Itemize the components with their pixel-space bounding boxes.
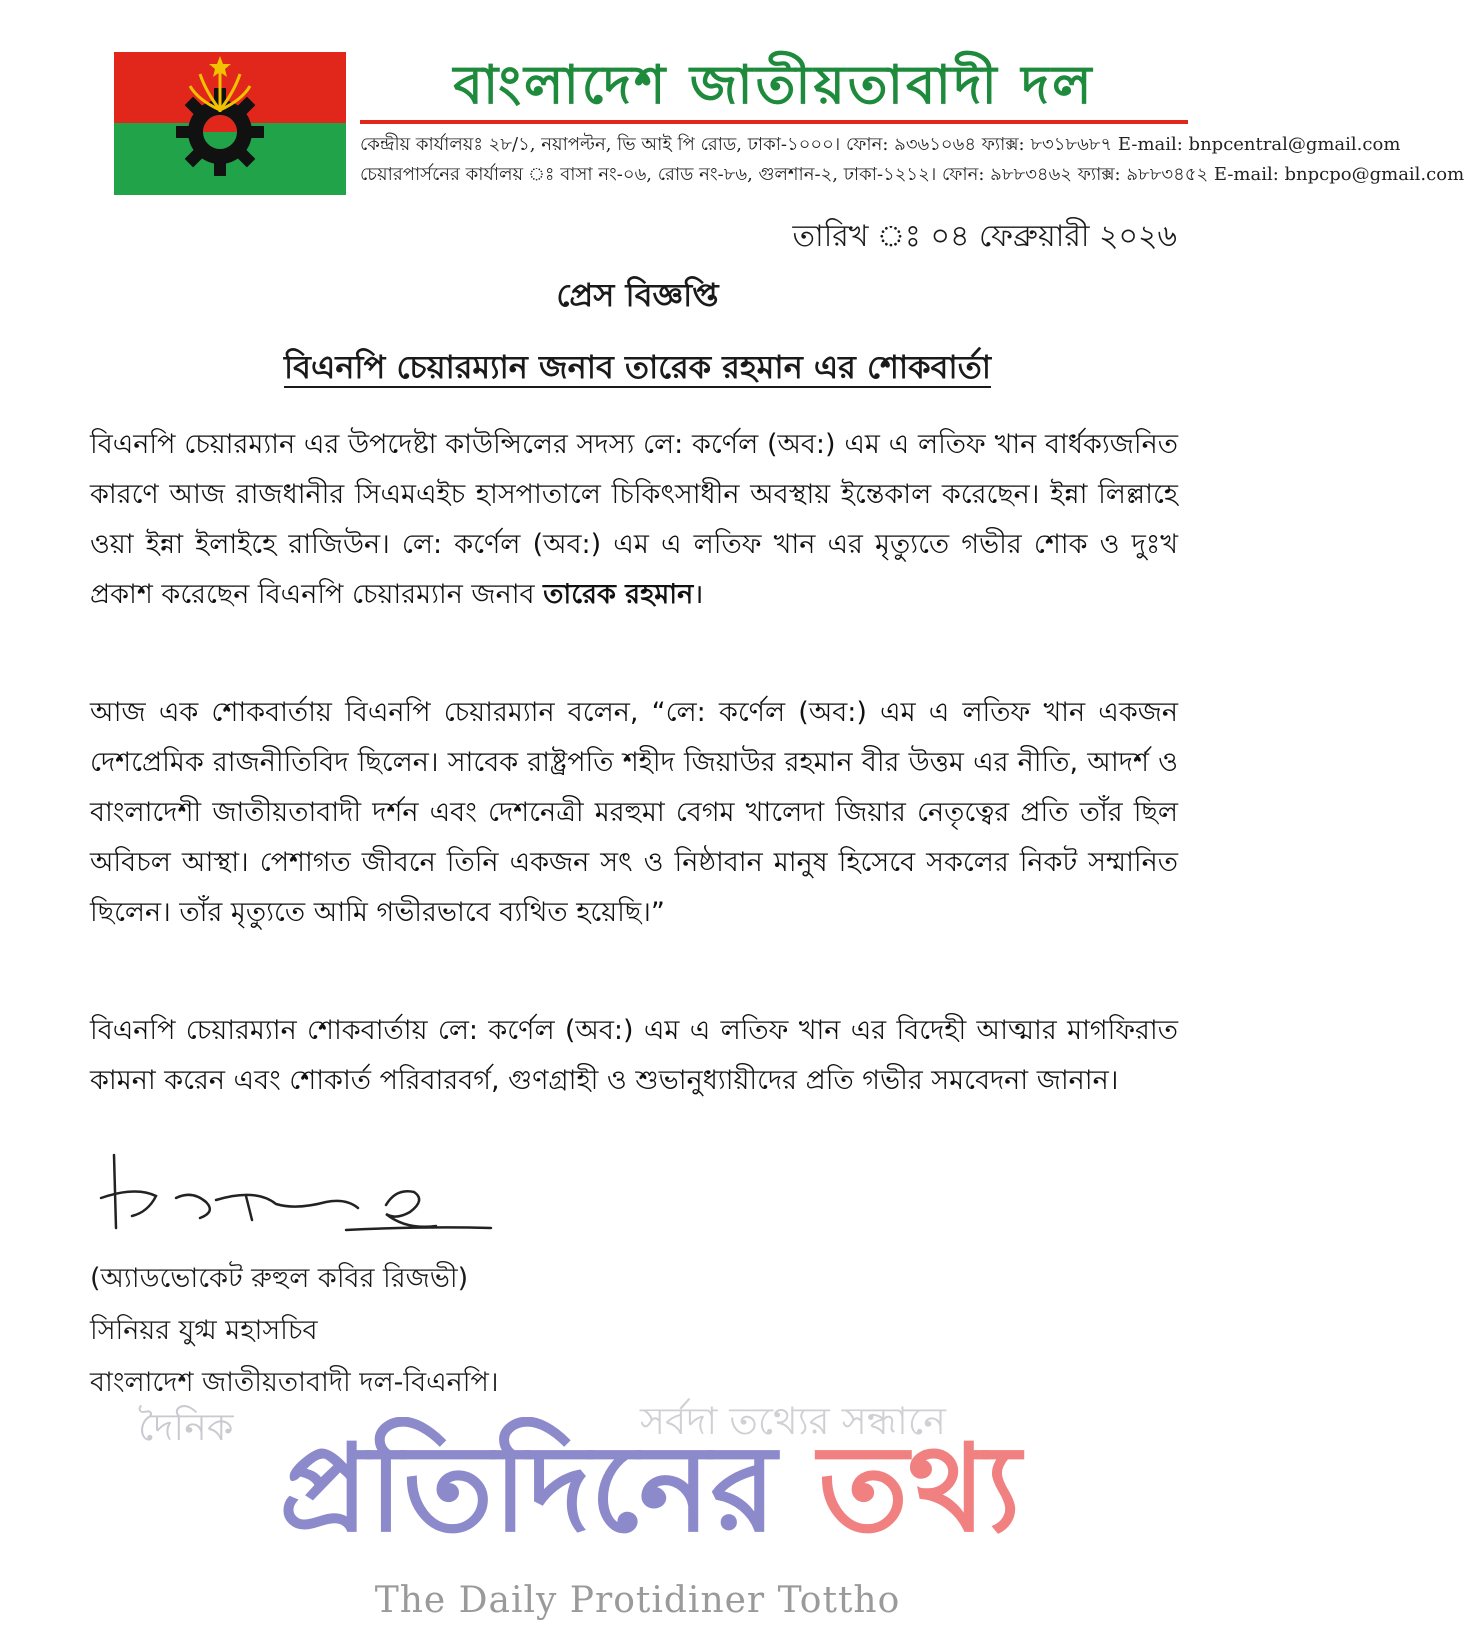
watermark-english-name: The Daily Protidiner Tottho <box>374 1580 901 1621</box>
body-paragraph-3: বিএনপি চেয়ারম্যান শোকবার্তায় লে: কর্ণেল (অব:) এম এ লতিফ খান এর বিদেহী আত্মার মাগফিরাত কামনা করেন এবং শোকার্ত পরিবারবর্গ, গুণগ্রাহী ও শুভানুধ্যায়ীদের প্রতি গভীর সমবেদনা জানান। <box>90 1015 1178 1096</box>
chairperson-office-address: চেয়ারপার্সনের কার্যালয় ঃ বাসা নং-০৬, রোড নং-৮৬, গুলশান-২, ঢাকা-১২১২। ফোন: ৯৮৮৩৪৬২ ফ্যাক্স: ৯৮৮৩৪৫২ E-mail: bnpcpo@gmail.com <box>360 164 1464 185</box>
signatory-organization: বাংলাদেশ জাতীয়তাবাদী দল-বিএনপি। <box>90 1367 499 1398</box>
central-office-address: কেন্দ্রীয় কার্যালয়ঃ ২৮/১, নয়াপল্টন, ভি আই পি রোড, ঢাকা-১০০০। ফোন: ৯৩৬১০৬৪ ফ্যাক্স: ৮৩১৮৬৮৭ E-mail: bnpcentral@gmail.com <box>360 134 1401 155</box>
paragraph-1-end: । <box>693 579 704 610</box>
organization-title: বাংলাদেশ জাতীয়তাবাদী দল <box>453 55 1095 116</box>
paragraph-1-bold-name: তারেক রহমান <box>543 579 694 610</box>
signatory-title: সিনিয়র যুগ্ম মহাসচিব <box>90 1315 318 1346</box>
watermark-masthead-part-2: তথ্য <box>818 1420 1021 1559</box>
press-release-heading: প্রেস বিজ্ঞপ্তি <box>556 276 719 314</box>
document-subheading <box>0 342 1275 396</box>
header-divider <box>360 120 1188 124</box>
document-date: তারিখ ঃ ০৪ ফেব্রুয়ারী ২০২৬ <box>792 219 1177 254</box>
watermark-tagline: সর্বদা তথ্যের সন্ধানে <box>640 1399 946 1443</box>
subheading-text: বিএনপি চেয়ারম্যান জনাব তারেক রহমান এর শোকবার্তা <box>284 348 991 386</box>
body-paragraph-1 <box>90 420 1178 620</box>
handwritten-signature <box>96 1150 516 1250</box>
watermark-masthead-part-1: প্রতিদিনের <box>279 1420 777 1559</box>
watermark-masthead <box>150 1410 1150 1570</box>
bnp-flag-logo <box>114 52 346 195</box>
signatory-name: (অ্যাডভোকেট রুহুল কবির রিজভী) <box>90 1263 469 1294</box>
body-paragraph-2: আজ এক শোকবার্তায় বিএনপি চেয়ারম্যান বলেন, “লে: কর্ণেল (অব:) এম এ লতিফ খান একজন দেশপ্রেমিক রাজনীতিবিদ ছিলেন। সাবেক রাষ্ট্রপতি শহীদ জিয়াউর রহমান বীর উত্তম এর নীতি, আদর্শ ও বাংলাদেশী জাতীয়তাবাদী দর্শন এবং দেশনেত্রী মরহুমা বেগম খালেদা জিয়ার নেতৃত্বের প্রতি তাঁর ছিল অবিচল আস্থা। পেশাগত জীবনে তিনি একজন সৎ ও নিষ্ঠাবান মানুষ হিসেবে সকলের নিকট সম্মানিত ছিলেন। তাঁর মৃত্যুতে আমি গভীরভাবে ব্যথিত হয়েছি।” <box>90 697 1178 928</box>
watermark-daily-label: দৈনিক <box>138 1405 234 1449</box>
paragraph-1-text: বিএনপি চেয়ারম্যান এর উপদেষ্টা কাউন্সিলের সদস্য লে: কর্ণেল (অব:) এম এ লতিফ খান বার্ধক্যজনিত কারণে আজ রাজধানীর সিএমএইচ হাসপাতালে চিকিৎসাধীন অবস্থায় ইন্তেকাল করেছেন। ইন্না লিল্লাহে ওয়া ইন্না ইলাইহে রাজিউন। লে: কর্ণেল (অব:) এম এ লতিফ খান এর মৃত্যুতে গভীর শোক ও দুঃখ প্রকাশ করেছেন বিএনপি চেয়ারম্যান জনাব <box>90 429 1178 610</box>
